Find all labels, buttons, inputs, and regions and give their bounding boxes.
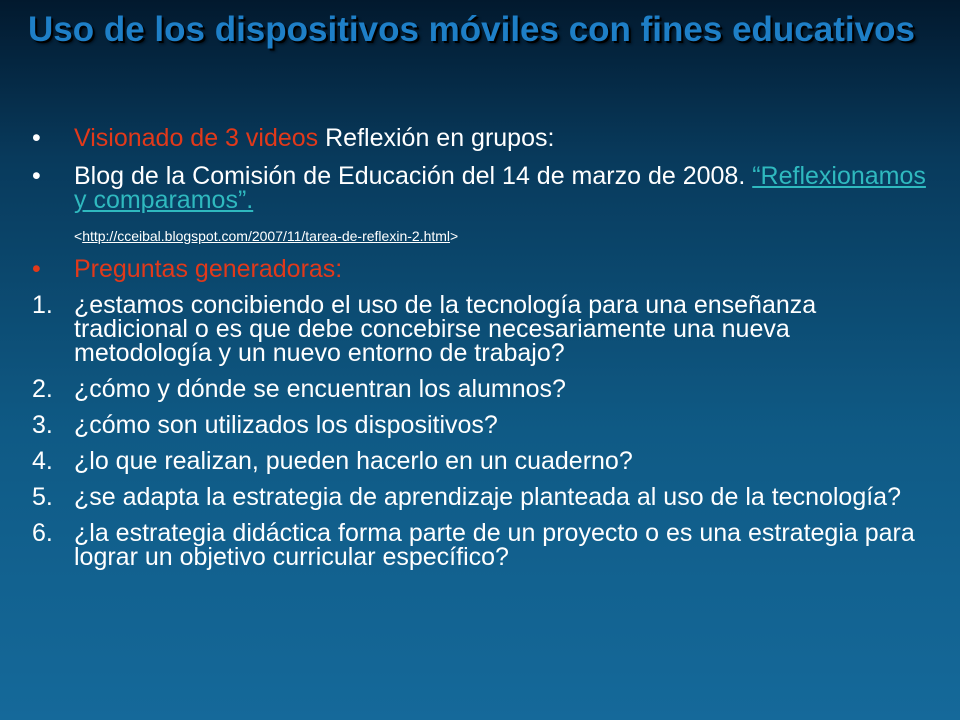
- question-number: 5.: [32, 483, 53, 511]
- question-item: [32, 521, 932, 569]
- bullet-videos: [32, 126, 932, 150]
- question-number: 3.: [32, 411, 53, 439]
- slide-content: [32, 126, 932, 569]
- question-number: 1.: [32, 291, 53, 319]
- question-number: 4.: [32, 447, 53, 475]
- question-text: ¿lo que realizan, pueden hacerlo en un cuaderno?: [74, 447, 633, 475]
- reflexionamos-link[interactable]: “Reflexionamos y comparamos”.: [74, 162, 926, 214]
- bullet-text: [74, 126, 932, 150]
- question-item: [32, 293, 932, 365]
- bullet-marker: •: [32, 124, 41, 152]
- question-text: ¿cómo son utilizados los dispositivos?: [74, 411, 498, 439]
- bullet-marker: •: [32, 255, 41, 283]
- question-text: ¿cómo y dónde se encuentran los alumnos?: [74, 375, 566, 403]
- url-open: <: [74, 228, 83, 244]
- bullet-marker: •: [32, 162, 41, 190]
- question-text: ¿la estrategia didáctica forma parte de un proyecto o es una estrategia para lograr un objetivo curricular específico?: [74, 519, 915, 571]
- question-item: [32, 377, 932, 401]
- question-text: ¿estamos concibiendo el uso de la tecnología para una enseñanza tradicional o es que debe concebirse necesariamente una nueva metodología y un nuevo entorno de trabajo?: [74, 291, 817, 367]
- question-number: 2.: [32, 375, 53, 403]
- question-item: [32, 449, 932, 473]
- question-item: [32, 413, 932, 437]
- questions-heading: Preguntas generadoras:: [74, 255, 343, 283]
- bullet-blog: [32, 164, 932, 212]
- blog-url-link[interactable]: http://cceibal.blogspot.com/2007/11/tarea-de-reflexin-2.html: [82, 228, 451, 244]
- videos-highlight: Visionado de 3 videos: [74, 124, 319, 152]
- question-number: 6.: [32, 519, 53, 547]
- question-text: ¿se adapta la estrategia de aprendizaje planteada al uso de la tecnología?: [74, 483, 901, 511]
- blog-text: Blog de la Comisión de Educación del 14 de marzo de 2008.: [74, 162, 753, 190]
- url-close: >: [450, 228, 459, 244]
- bullet-text: [74, 164, 932, 212]
- question-item: [32, 485, 932, 509]
- reflection-text: Reflexión en grupos:: [318, 124, 555, 152]
- slide-title: Uso de los dispositivos móviles con fines educativos: [28, 10, 915, 49]
- bullet-questions-heading: [32, 257, 932, 281]
- url-line: [74, 227, 932, 245]
